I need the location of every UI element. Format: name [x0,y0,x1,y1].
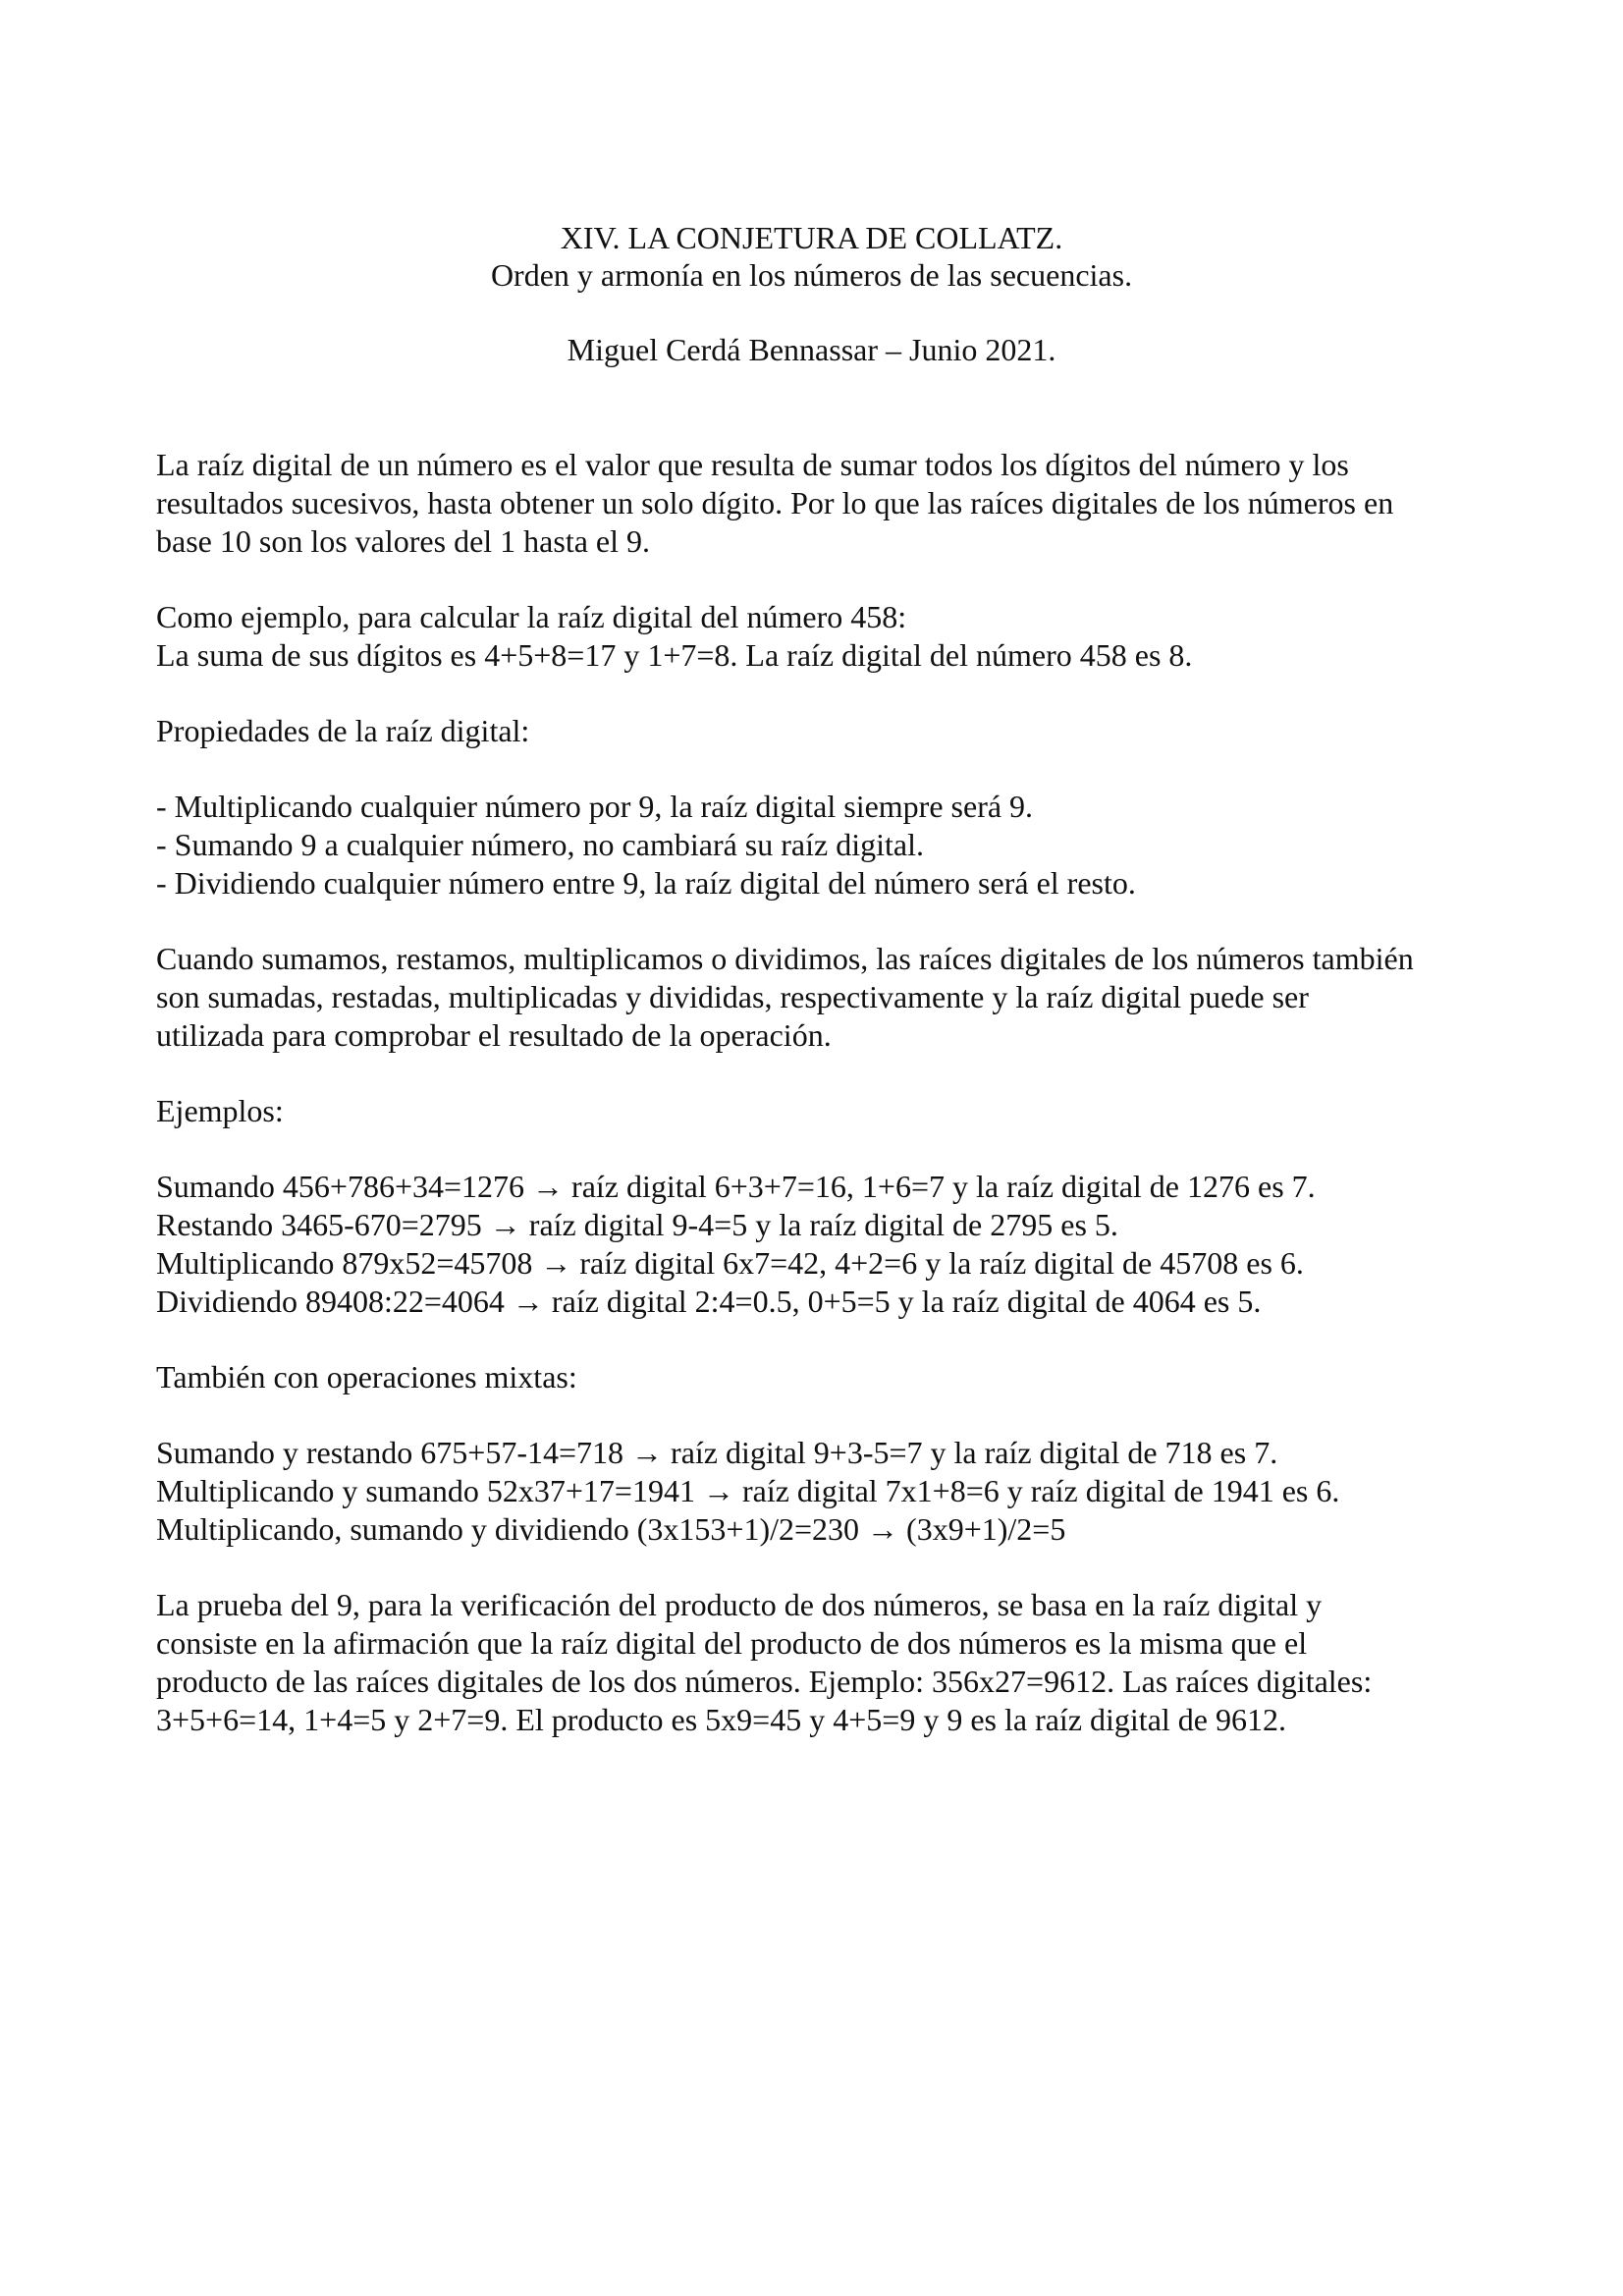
paragraph [156,788,1531,902]
paragraph [156,712,1531,750]
text-line: La suma de sus dígitos es 4+5+8=17 y 1+7=8. La raíz digital del número 458 es 8. [156,637,1193,673]
text-line: Como ejemplo, para calcular la raíz digital del número 458: [156,599,907,634]
document-author: Miguel Cerdá Bennassar – Junio 2021. [567,332,1056,367]
paragraph [156,1434,1531,1549]
paragraph [156,940,1531,1055]
text-line: - Dividiendo cualquier número entre 9, la raíz digital del número será el resto. [156,865,1136,901]
document-header [0,219,1623,368]
text-line: Restando 3465-670=2795 → raíz digital 9-4=5 y la raíz digital de 2795 es 5. [156,1207,1118,1242]
document-subtitle: Orden y armonía en los números de las secuencias. [490,257,1133,293]
document-body [156,446,1531,1777]
text-line: Multiplicando 879x52=45708 → raíz digital 6x7=42, 4+2=6 y la raíz digital de 45708 es 6. [156,1245,1304,1281]
text-line: Multiplicando y sumando 52x37+17=1941 → raíz digital 7x1+8=6 y raíz digital de 1941 es 6. [156,1473,1340,1508]
text-line: La prueba del 9, para la verificación del producto de dos números, se basa en la raíz digital y [156,1587,1323,1622]
paragraph [156,1358,1531,1396]
text-line: Dividiendo 89408:22=4064 → raíz digital 2:4=0.5, 0+5=5 y la raíz digital de 4064 es 5. [156,1284,1262,1319]
text-line: La raíz digital de un número es el valor que resulta de sumar todos los dígitos del número y los [156,447,1349,482]
paragraph [156,598,1531,675]
text-line: 3+5+6=14, 1+4=5 y 2+7=9. El producto es 5x9=45 y 4+5=9 y 9 es la raíz digital de 9612. [156,1702,1286,1737]
text-line: También con operaciones mixtas: [156,1359,577,1394]
text-line: - Sumando 9 a cualquier número, no cambiará su raíz digital. [156,827,924,862]
text-line: Sumando 456+786+34=1276 → raíz digital 6+3+7=16, 1+6=7 y la raíz digital de 1276 es 7. [156,1169,1316,1204]
paragraph [156,1586,1531,1739]
text-line: Sumando y restando 675+57-14=718 → raíz digital 9+3-5=7 y la raíz digital de 718 es 7. [156,1435,1278,1470]
document-title: XIV. LA CONJETURA DE COLLATZ. [560,220,1063,255]
paragraph [156,446,1531,561]
text-line: son sumadas, restadas, multiplicadas y divididas, respectivamente y la raíz digital puede ser [156,979,1309,1014]
text-line: - Multiplicando cualquier número por 9, la raíz digital siempre será 9. [156,789,1034,824]
text-line: consiste en la afirmación que la raíz digital del producto de dos números es la misma que el [156,1625,1308,1661]
text-line: Propiedades de la raíz digital: [156,713,530,748]
text-line: Ejemplos: [156,1093,284,1128]
text-line: Multiplicando, sumando y dividiendo (3x153+1)/2=230 → (3x9+1)/2=5 [156,1511,1066,1547]
text-line: utilizada para comprobar el resultado de la operación. [156,1017,832,1053]
paragraph [156,1092,1531,1130]
text-line: producto de las raíces digitales de los dos números. Ejemplo: 356x27=9612. Las raíces digitales: [156,1664,1373,1699]
text-line: base 10 son los valores del 1 hasta el 9. [156,523,650,559]
paragraph [156,1168,1531,1321]
text-line: resultados sucesivos, hasta obtener un solo dígito. Por lo que las raíces digitales de los números en [156,485,1394,520]
text-line: Cuando sumamos, restamos, multiplicamos o dividimos, las raíces digitales de los números también [156,941,1414,976]
